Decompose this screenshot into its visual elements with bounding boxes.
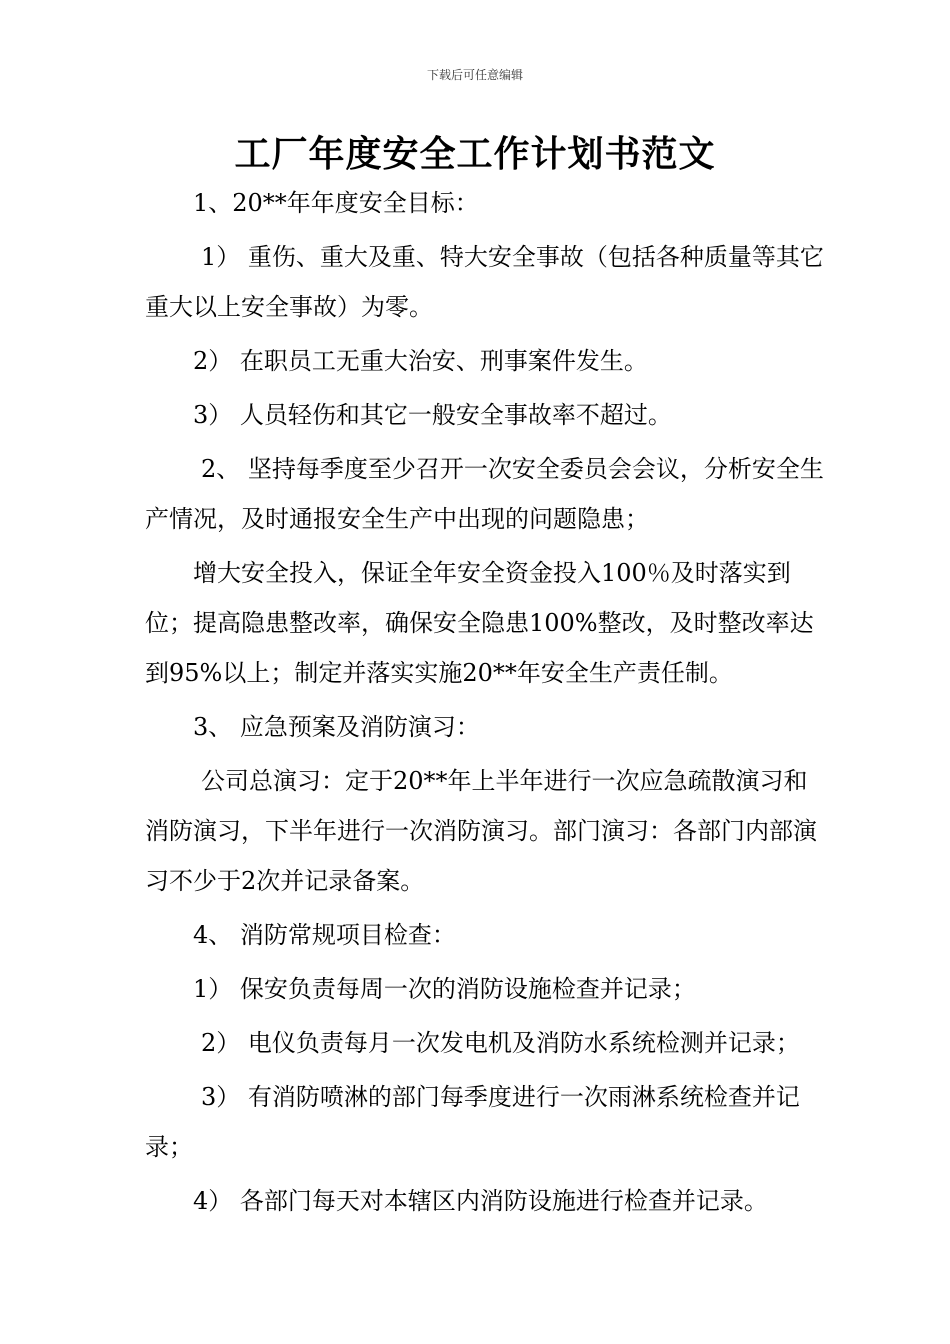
paragraph: 1） 保安负责每周一次的消防设施检查并记录； xyxy=(193,975,696,1003)
paragraph: 3） 有消防喷淋的部门每季度进行一次雨淋系统检查并记录； xyxy=(145,1083,800,1161)
paragraph: 4、 消防常规项目检查： xyxy=(193,921,456,949)
paragraph: 2） 在职员工无重大治安、刑事案件发生。 xyxy=(193,347,648,375)
paragraph: 2） 电仪负责每月一次发电机及消防水系统检测并记录； xyxy=(201,1029,800,1057)
download-note: 下载后可任意编辑 xyxy=(426,68,523,82)
paragraph: 1、20**年年度安全目标： xyxy=(193,189,479,217)
document-body xyxy=(145,178,825,1230)
paragraph: 4） 各部门每天对本辖区内消防设施进行检查并记录。 xyxy=(193,1187,768,1215)
paragraph: 3） 人员轻伤和其它一般安全事故率不超过。 xyxy=(193,401,672,429)
paragraph: 增大安全投入，保证全年安全资金投入100％及时落实到位；提高隐患整改率，确保安全隐患100%整改，及时整改率达到95%以上；制定并落实实施20**年安全生产责任制。 xyxy=(145,559,814,687)
paragraph: 3、 应急预案及消防演习： xyxy=(193,713,480,741)
paragraph: 公司总演习：定于20**年上半年进行一次应急疏散演习和消防演习，下半年进行一次消防演习。部门演习：各部门内部演习不少于2次并记录备案。 xyxy=(145,767,817,895)
paragraph: 1） 重伤、重大及重、特大安全事故（包括各种质量等其它重大以上安全事故）为零。 xyxy=(145,243,824,321)
document-title: 工厂年度安全工作计划书范文 xyxy=(234,134,716,175)
paragraph: 2、 坚持每季度至少召开一次安全委员会会议，分析安全生产情况，及时通报安全生产中出现的问题隐患； xyxy=(145,455,824,533)
